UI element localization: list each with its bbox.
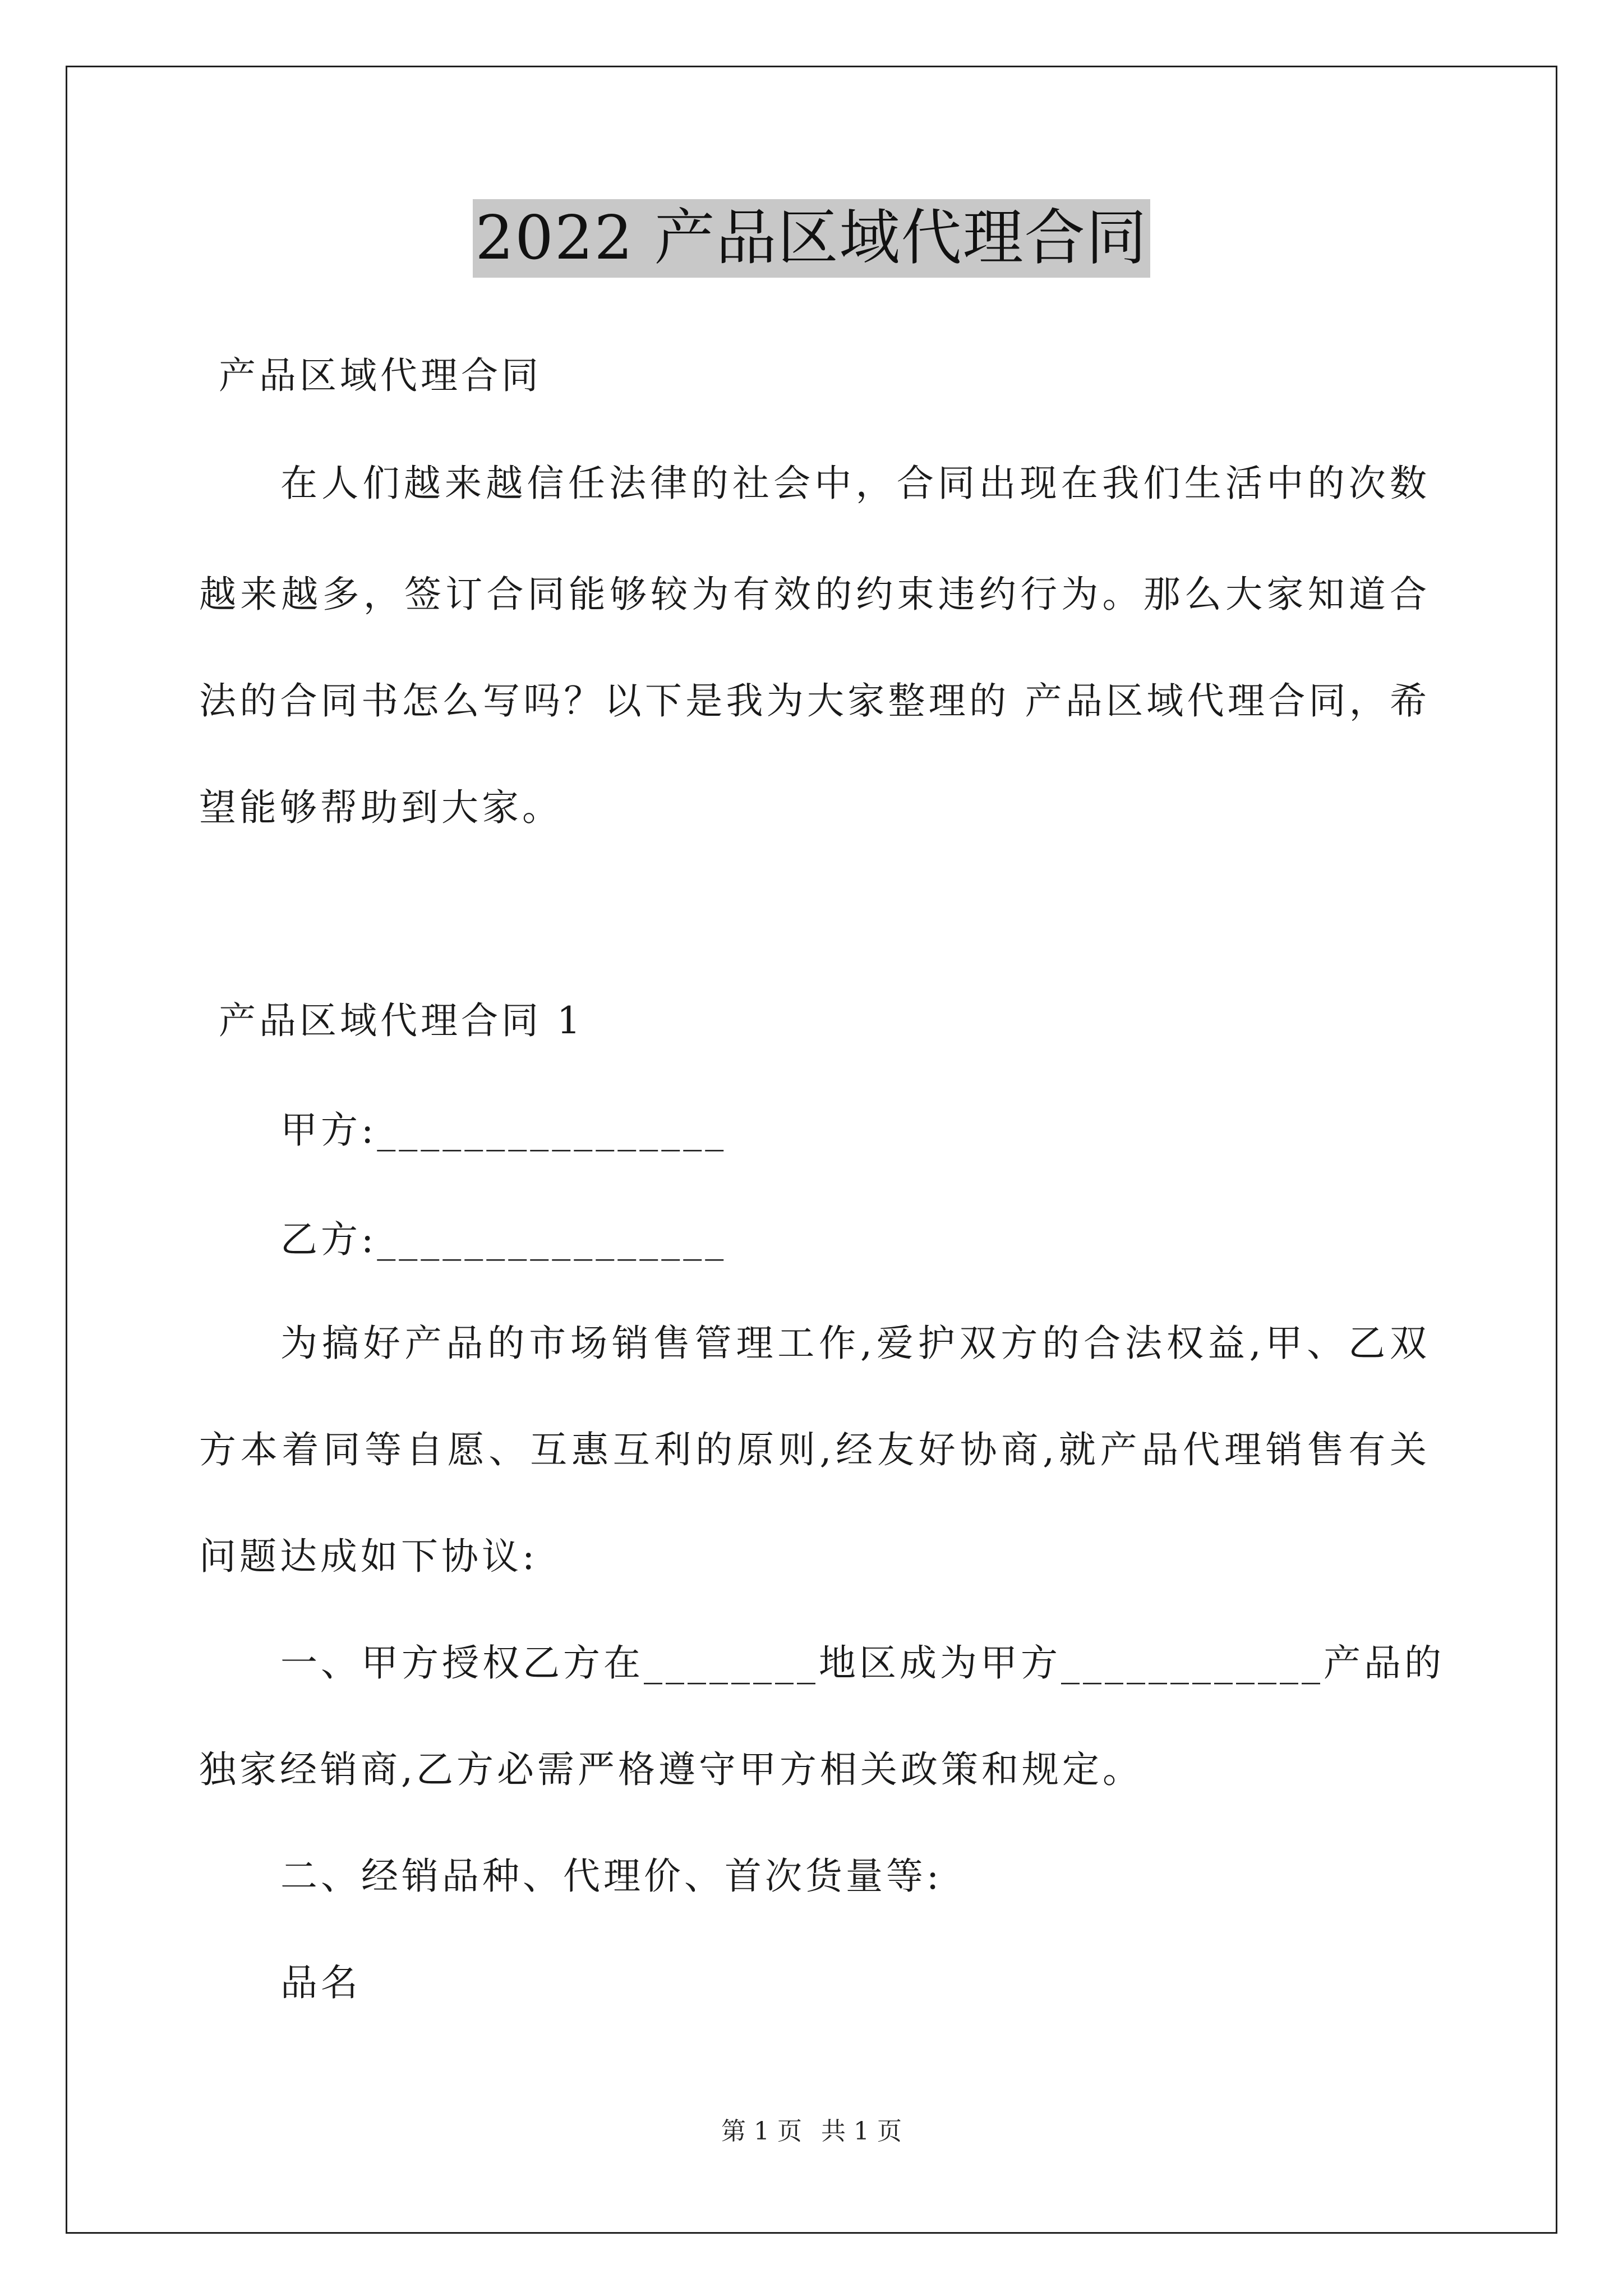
page-number: 第 1 页 — [721, 2117, 802, 2146]
paragraph-line: 在人们越来越信任法律的社会中，合同出现在我们生活中的次数 — [280, 462, 1430, 505]
party-a-field: 甲方:________________ — [280, 1108, 727, 1152]
product-name-label: 品名 — [280, 1961, 361, 2004]
clause-2-line: 二、经销品种、代理价、首次货量等: — [280, 1855, 943, 1898]
paragraph-line: 问题达成如下协议: — [199, 1535, 538, 1578]
clause-1-line: 一、甲方授权乙方在________地区成为甲方____________产品的 — [280, 1641, 1445, 1685]
clause-1-line: 独家经销商,乙方必需严格遵守甲方相关政策和规定。 — [199, 1748, 1143, 1791]
paragraph-line: 方本着同等自愿、互惠互利的原则,经友好协商,就产品代理销售有关 — [199, 1428, 1430, 1471]
document-title: 2022 产品区域代理合同 — [473, 199, 1150, 278]
paragraph-line: 望能够帮助到大家。 — [199, 786, 562, 829]
section-heading: 产品区域代理合同 1 — [219, 999, 584, 1042]
paragraph-line: 为搞好产品的市场销售管理工作,爱护双方的合法权益,甲、乙双 — [280, 1322, 1430, 1365]
page-total: 共 1 页 — [821, 2117, 902, 2146]
paragraph-line: 法的合同书怎么写吗？以下是我为大家整理的 产品区域代理合同，希 — [199, 679, 1430, 723]
subtitle: 产品区域代理合同 — [219, 354, 542, 397]
title-container — [0, 199, 1623, 278]
party-b-field: 乙方:________________ — [280, 1218, 727, 1261]
paragraph-line: 越来越多，签订合同能够较为有效的约束违约行为。那么大家知道合 — [199, 573, 1430, 616]
page-footer — [0, 2115, 1623, 2148]
